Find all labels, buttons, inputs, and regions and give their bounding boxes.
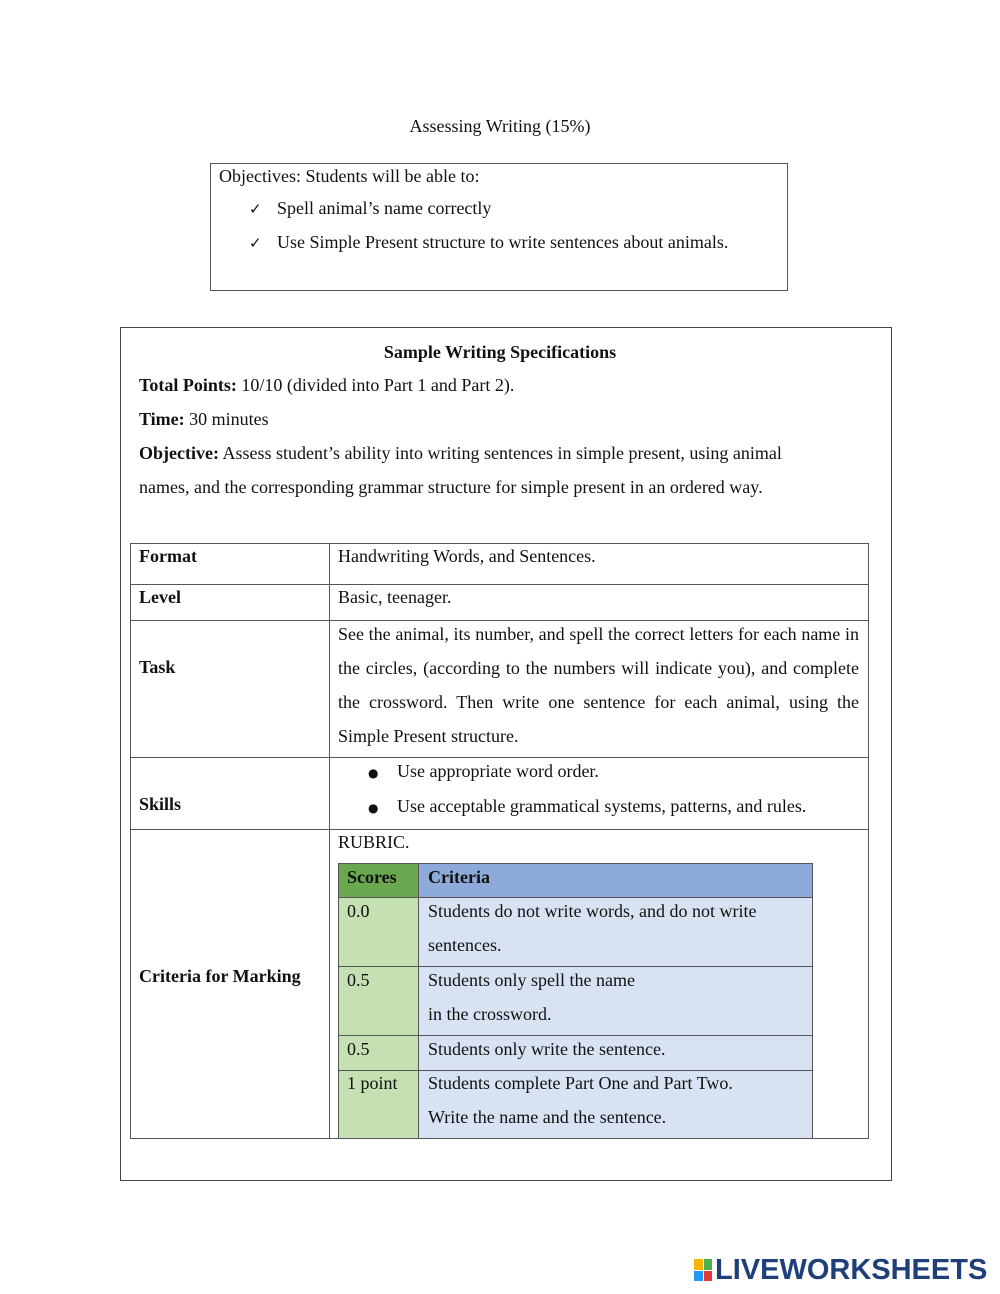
time-value: 30 minutes [184,409,269,429]
rubric-criteria-header: Criteria [418,863,813,898]
skill-item: Use acceptable grammatical systems, patterns, and rules. [397,796,807,816]
checkmark-icon: ✓ [249,200,262,218]
format-value: Handwriting Words, and Sentences. [338,546,596,566]
rubric-criteria-cell: Students only spell the name in the crossword. [418,966,813,1036]
objective-line [139,443,859,464]
liveworksheets-logo[interactable] [694,1254,987,1286]
total-points-value: 10/10 (divided into Part 1 and Part 2). [236,375,515,395]
checkmark-icon: ✓ [249,234,262,252]
rubric-criteria-cell: Students complete Part One and Part Two. Write the name and the sentence. [418,1070,813,1139]
rubric-score-cell: 0.5 [338,966,419,1036]
task-value: See the animal, its number, and spell the correct letters for each name in the circles, (according to the numbers will indicate you), and complete the crossword. Then write one sentence for each animal, using the Simple Present structure. [338,624,859,746]
total-points-label: Total Points: [139,375,237,395]
rubric-score-cell: 0.0 [338,897,419,967]
objective-item: ✓ Use Simple Present structure to write sentences about animals. [249,232,729,252]
objective-item: ✓ Spell animal’s name correctly [249,198,492,218]
format-label: Format [139,546,197,566]
objective-label: Objective: [139,443,219,463]
objective-line-2: names, and the corresponding grammar structure for simple present in an ordered way. [139,477,763,497]
logo-text: LIVEWORKSHEETS [715,1253,988,1286]
bullet-icon: ● [368,766,379,780]
total-points-line [139,375,859,396]
rubric-criteria-cell: Students only write the sentence. [418,1035,813,1071]
rubric-score-cell: 0.5 [338,1035,419,1071]
bullet-icon: ● [368,801,379,815]
skills-label: Skills [139,794,182,814]
page-title: Assessing Writing (15%) [409,116,591,136]
rubric-score-header: Scores [338,863,419,898]
task-label: Task [139,657,176,677]
objective-value: Assess student’s ability into writing sentences in simple present, using animal [218,443,782,463]
objectives-heading: Objectives: Students will be able to: [219,166,480,186]
level-label: Level [139,587,181,607]
liveworksheets-icon [694,1259,712,1281]
time-line [139,409,859,430]
level-value: Basic, teenager. [338,587,452,607]
rubric-label: RUBRIC. [338,832,410,852]
objectives-box [210,163,788,291]
skill-item: Use appropriate word order. [397,761,599,781]
time-label: Time: [139,409,185,429]
rubric-score-cell: 1 point [338,1070,419,1139]
rubric-criteria-cell: Students do not write words, and do not write sentences. [418,897,813,967]
criteria-label: Criteria for Marking [139,966,301,986]
specifications-title: Sample Writing Specifications [383,342,617,362]
